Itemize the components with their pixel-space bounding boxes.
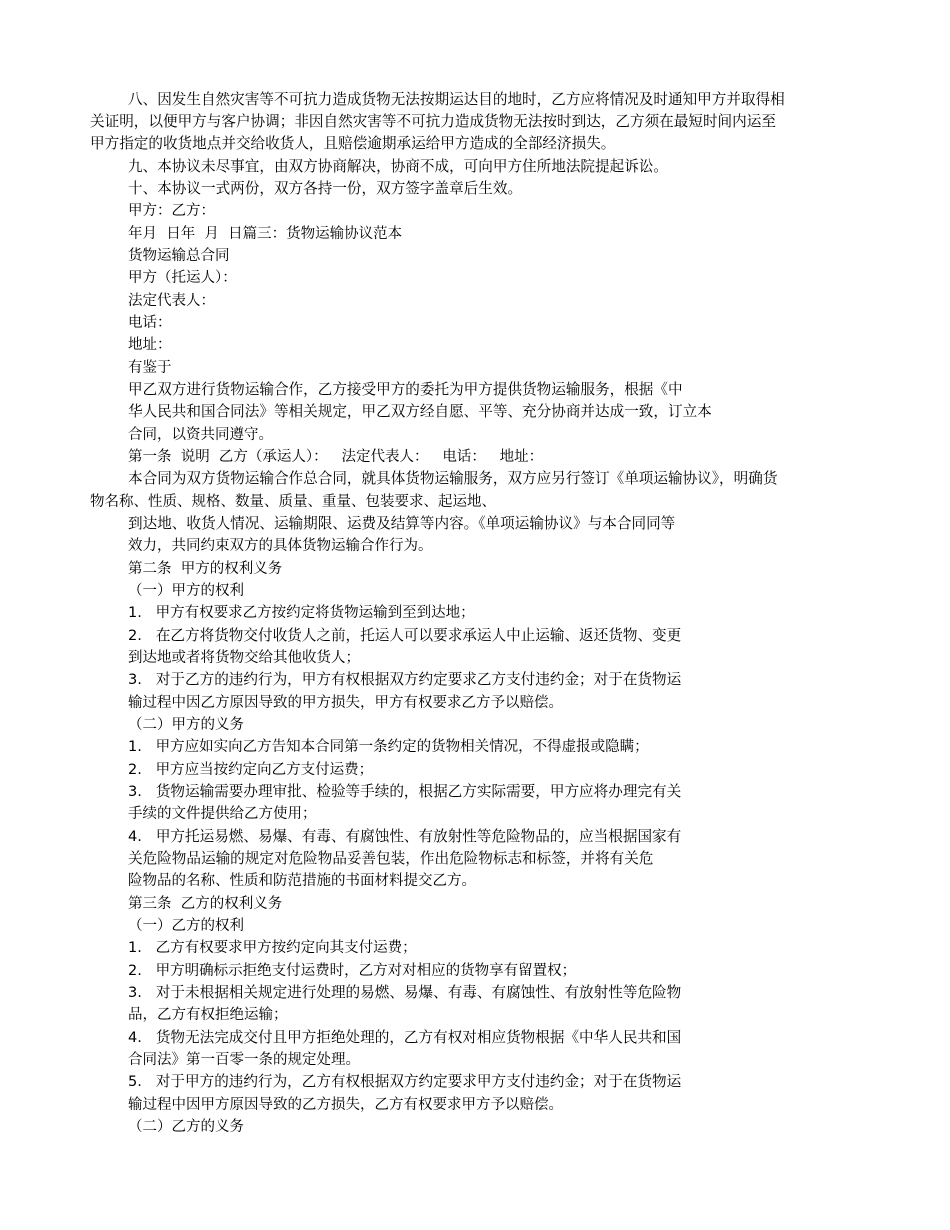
text-line: 年月 日年 月 日篇三：货物运输协议范本 xyxy=(128,226,403,242)
text-line: （一）乙方的权利 xyxy=(128,918,244,934)
text-line: 物名称、性质、规格、数量、质量、重量、包装要求、起运地、 xyxy=(90,494,496,510)
text-line: 到达地或者将货物交给其他收货人； xyxy=(128,650,360,666)
text-line: 到达地、收货人情况、运输期限、运费及结算等内容。《单项运输协议》与本合同同等 xyxy=(128,515,676,532)
text-line: 地址： xyxy=(128,337,172,353)
text-line: 5. 对于甲方的违约行为，乙方有权根据双方约定要求甲方支付违约金；对于在货物运 xyxy=(128,1073,682,1090)
text-line: 输过程中因乙方原因导致的甲方损失，甲方有权要求乙方予以赔偿。 xyxy=(128,695,563,711)
text-line: （一）甲方的权利 xyxy=(128,583,244,599)
text-line: 甲方指定的收货地点并交给收货人，且赔偿逾期承运给甲方造成的全部经济损失。 xyxy=(90,135,616,152)
text-line: 华人民共和国合同法》等相关规定，甲乙双方经自愿、平等、充分协商并达成一致，订立本 xyxy=(128,403,712,420)
text-line: 4. 货物无法完成交付且甲方拒绝处理的，乙方有权对相应货物根据《中华人民共和国 xyxy=(128,1029,682,1046)
text-line: 九、本协议未尽事宜，由双方协商解决，协商不成，可向甲方住所地法院提起诉讼。 xyxy=(128,158,668,175)
text-line: 第二条 甲方的权利义务 xyxy=(128,561,283,577)
text-line: 有鉴于 xyxy=(128,360,172,376)
text-line: 1. 甲方应如实向乙方告知本合同第一条约定的货物相关情况，不得虚报或隐瞒； xyxy=(128,739,649,755)
text-line: 3. 对于乙方的违约行为，甲方有权根据双方约定要求乙方支付违约金；对于在货物运 xyxy=(128,671,682,688)
text-line: 十、本协议一式两份，双方各持一份，双方签字盖章后生效。 xyxy=(128,180,523,197)
text-line: 品，乙方有权拒绝运输； xyxy=(128,1007,288,1023)
text-line: 1. 甲方有权要求乙方按约定将货物运输到至到达地； xyxy=(128,605,475,621)
text-line: 手续的文件提供给乙方使用； xyxy=(128,806,317,822)
text-line: 4. 甲方托运易燃、易爆、有毒、有腐蚀性、有放射性等危险物品的，应当根据国家有 xyxy=(128,828,682,845)
text-line: 3. 对于未根据相关规定进行处理的易燃、易爆、有毒、有腐蚀性、有放射性等危险物 xyxy=(128,984,682,1001)
text-line: 法定代表人： xyxy=(128,293,215,309)
text-line: 2. 甲方明确标示拒绝支付运费时，乙方对对相应的货物享有留置权； xyxy=(128,963,577,979)
text-line: 甲方：乙方： xyxy=(128,203,215,219)
text-line: 甲乙双方进行货物运输合作，乙方接受甲方的委托为甲方提供货物运输服务，根据《中 xyxy=(128,381,683,398)
text-line: 第一条 说明 乙方（承运人）： 法定代表人： 电话： 地址： xyxy=(128,449,544,465)
text-line: 货物运输总合同 xyxy=(128,248,230,264)
text-line: 关危险物品运输的规定对危险物品妥善包装，作出危险物标志和标签，并将有关危 xyxy=(128,850,654,867)
text-line: 险物品的名称、性质和防范措施的书面材料提交乙方。 xyxy=(128,873,476,889)
text-line: 关证明，以便甲方与客户协调；非因自然灾害等不可抗力造成货物无法按时到达，乙方须在最短时间内运至 xyxy=(90,113,776,130)
text-line: 本合同为双方货物运输合作总合同，就具体货物运输服务，双方应另行签订《单项运输协议》，明确货 xyxy=(128,470,778,487)
text-line: （二）乙方的义务 xyxy=(128,1119,244,1135)
text-line: 合同，以资共同遵守。 xyxy=(128,427,273,443)
text-line: 2. 在乙方将货物交付收货人之前，托运人可以要求承运人中止运输、返还货物、变更 xyxy=(128,627,682,644)
text-line: （二）甲方的义务 xyxy=(128,717,244,733)
text-line: 效力，共同约束双方的具体货物运输合作行为。 xyxy=(128,538,433,554)
text-line: 合同法》第一百零一条的规定处理。 xyxy=(128,1052,360,1068)
text-line: 八、因发生自然灾害等不可抗力造成货物无法按期运达目的地时，乙方应将情况及时通知甲方并取得相 xyxy=(128,91,785,108)
text-line: 1. 乙方有权要求甲方按约定向其支付运费； xyxy=(128,940,417,956)
text-line: 3. 货物运输需要办理审批、检验等手续的，根据乙方实际需要，甲方应将办理完有关 xyxy=(128,783,682,800)
text-line: 输过程中因甲方原因导致的乙方损失，乙方有权要求甲方予以赔偿。 xyxy=(128,1097,563,1113)
text-line: 第三条 乙方的权利义务 xyxy=(128,896,283,912)
text-line: 甲方（托运人）： xyxy=(128,270,237,286)
text-line: 电话： xyxy=(128,315,172,331)
text-line: 2. 甲方应当按约定向乙方支付运费； xyxy=(128,762,374,778)
